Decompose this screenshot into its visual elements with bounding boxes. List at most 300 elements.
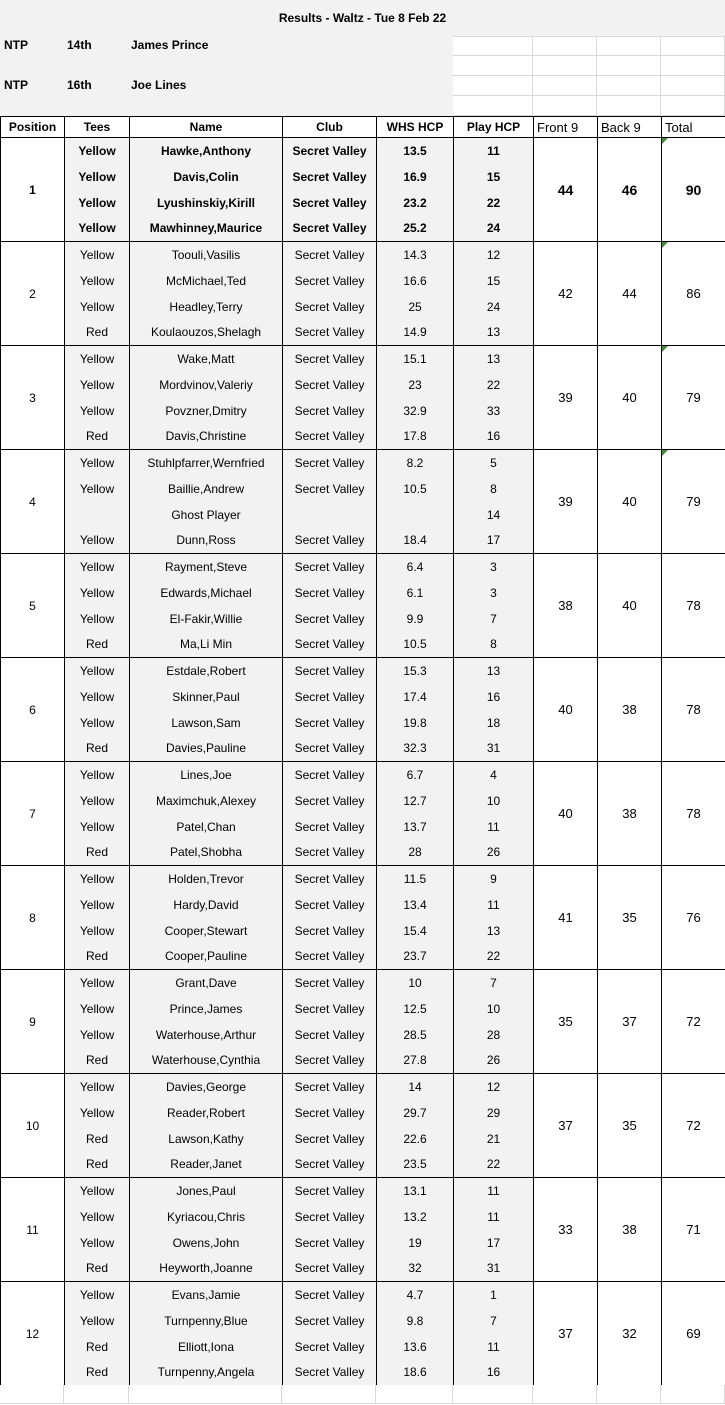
position-cell[interactable]: 10 bbox=[1, 1074, 65, 1178]
play-hcp-cell[interactable]: 14 bbox=[454, 502, 534, 528]
name-cell[interactable]: Skinner,Paul bbox=[130, 684, 283, 710]
name-cell[interactable]: Prince,James bbox=[130, 996, 283, 1022]
club-cell[interactable]: Secret Valley bbox=[283, 814, 377, 840]
club-cell[interactable]: Secret Valley bbox=[283, 736, 377, 762]
play-hcp-cell[interactable]: 18 bbox=[454, 710, 534, 736]
club-cell[interactable]: Secret Valley bbox=[283, 1256, 377, 1282]
whs-hcp-cell[interactable]: 23.5 bbox=[377, 1152, 454, 1178]
play-hcp-cell[interactable]: 28 bbox=[454, 1022, 534, 1048]
empty-cell[interactable] bbox=[533, 56, 597, 76]
empty-cell[interactable] bbox=[661, 36, 725, 56]
club-cell[interactable]: Secret Valley bbox=[283, 840, 377, 866]
header-position[interactable]: Position bbox=[1, 117, 65, 138]
club-cell[interactable]: Secret Valley bbox=[283, 268, 377, 294]
tees-cell[interactable] bbox=[65, 502, 130, 528]
tees-cell[interactable]: Yellow bbox=[65, 476, 130, 502]
empty-cell[interactable] bbox=[533, 96, 597, 116]
tees-cell[interactable]: Yellow bbox=[65, 372, 130, 398]
club-cell[interactable]: Secret Valley bbox=[283, 918, 377, 944]
whs-hcp-cell[interactable]: 18.4 bbox=[377, 528, 454, 554]
club-cell[interactable]: Secret Valley bbox=[283, 1308, 377, 1334]
whs-hcp-cell[interactable]: 10.5 bbox=[377, 632, 454, 658]
ntp-player[interactable]: Joe Lines bbox=[131, 78, 187, 92]
tees-cell[interactable]: Yellow bbox=[65, 450, 130, 476]
tees-cell[interactable]: Red bbox=[65, 840, 130, 866]
play-hcp-cell[interactable]: 1 bbox=[454, 1282, 534, 1308]
header-play-hcp[interactable]: Play HCP bbox=[454, 117, 534, 138]
name-cell[interactable]: Lawson,Kathy bbox=[130, 1126, 283, 1152]
empty-cell[interactable] bbox=[533, 1385, 597, 1404]
whs-hcp-cell[interactable]: 11.5 bbox=[377, 866, 454, 892]
play-hcp-cell[interactable]: 10 bbox=[454, 788, 534, 814]
name-cell[interactable]: Maximchuk,Alexey bbox=[130, 788, 283, 814]
total-cell[interactable] bbox=[662, 138, 725, 242]
play-hcp-cell[interactable]: 31 bbox=[454, 1256, 534, 1282]
club-cell[interactable]: Secret Valley bbox=[283, 1282, 377, 1308]
whs-hcp-cell[interactable]: 13.7 bbox=[377, 814, 454, 840]
play-hcp-cell[interactable]: 29 bbox=[454, 1100, 534, 1126]
whs-hcp-cell[interactable]: 23.7 bbox=[377, 944, 454, 970]
header-tees[interactable]: Tees bbox=[65, 117, 130, 138]
name-cell[interactable]: El-Fakir,Willie bbox=[130, 606, 283, 632]
name-cell[interactable]: Lawson,Sam bbox=[130, 710, 283, 736]
front-9-cell[interactable]: 38 bbox=[534, 554, 598, 658]
club-cell[interactable]: Secret Valley bbox=[283, 606, 377, 632]
whs-hcp-cell[interactable]: 13.1 bbox=[377, 1178, 454, 1204]
back-9-cell[interactable]: 32 bbox=[598, 1282, 662, 1386]
whs-hcp-cell[interactable]: 32.9 bbox=[377, 398, 454, 424]
tees-cell[interactable]: Red bbox=[65, 944, 130, 970]
tees-cell[interactable]: Red bbox=[65, 1048, 130, 1074]
tees-cell[interactable]: Yellow bbox=[65, 892, 130, 918]
name-cell[interactable]: Kyriacou,Chris bbox=[130, 1204, 283, 1230]
club-cell[interactable]: Secret Valley bbox=[283, 320, 377, 346]
position-cell[interactable]: 5 bbox=[1, 554, 65, 658]
whs-hcp-cell[interactable]: 14.3 bbox=[377, 242, 454, 268]
tees-cell[interactable]: Yellow bbox=[65, 190, 130, 216]
tees-cell[interactable]: Yellow bbox=[65, 554, 130, 580]
name-cell[interactable]: Cooper,Stewart bbox=[130, 918, 283, 944]
whs-hcp-cell[interactable]: 25.2 bbox=[377, 216, 454, 242]
front-9-cell[interactable]: 41 bbox=[534, 866, 598, 970]
club-cell[interactable]: Secret Valley bbox=[283, 476, 377, 502]
total-cell[interactable] bbox=[662, 1074, 725, 1178]
whs-hcp-cell[interactable]: 32.3 bbox=[377, 736, 454, 762]
name-cell[interactable]: Koulaouzos,Shelagh bbox=[130, 320, 283, 346]
position-cell[interactable]: 4 bbox=[1, 450, 65, 554]
club-cell[interactable]: Secret Valley bbox=[283, 1048, 377, 1074]
comment-marker-icon[interactable] bbox=[662, 242, 668, 248]
club-cell[interactable]: Secret Valley bbox=[283, 164, 377, 190]
whs-hcp-cell[interactable]: 15.1 bbox=[377, 346, 454, 372]
club-cell[interactable]: Secret Valley bbox=[283, 970, 377, 996]
total-cell[interactable] bbox=[662, 242, 725, 346]
whs-hcp-cell[interactable]: 9.8 bbox=[377, 1308, 454, 1334]
play-hcp-cell[interactable]: 22 bbox=[454, 944, 534, 970]
tees-cell[interactable]: Red bbox=[65, 1126, 130, 1152]
club-cell[interactable]: Secret Valley bbox=[283, 346, 377, 372]
ntp-hole[interactable]: 14th bbox=[67, 38, 92, 52]
empty-cell[interactable] bbox=[597, 56, 661, 76]
play-hcp-cell[interactable]: 11 bbox=[454, 1334, 534, 1360]
play-hcp-cell[interactable]: 7 bbox=[454, 970, 534, 996]
tees-cell[interactable]: Yellow bbox=[65, 658, 130, 684]
club-cell[interactable]: Secret Valley bbox=[283, 996, 377, 1022]
empty-cell[interactable] bbox=[597, 96, 661, 116]
empty-cell[interactable] bbox=[376, 1385, 453, 1404]
whs-hcp-cell[interactable]: 28.5 bbox=[377, 1022, 454, 1048]
name-cell[interactable]: Wake,Matt bbox=[130, 346, 283, 372]
header-name[interactable]: Name bbox=[130, 117, 283, 138]
play-hcp-cell[interactable]: 15 bbox=[454, 268, 534, 294]
front-9-cell[interactable]: 42 bbox=[534, 242, 598, 346]
ntp-label[interactable]: NTP bbox=[4, 78, 28, 92]
back-9-cell[interactable]: 38 bbox=[598, 762, 662, 866]
empty-cell[interactable] bbox=[661, 1385, 725, 1404]
whs-hcp-cell[interactable]: 15.3 bbox=[377, 658, 454, 684]
club-cell[interactable]: Secret Valley bbox=[283, 762, 377, 788]
club-cell[interactable]: Secret Valley bbox=[283, 1022, 377, 1048]
tees-cell[interactable]: Red bbox=[65, 736, 130, 762]
tees-cell[interactable]: Yellow bbox=[65, 970, 130, 996]
name-cell[interactable]: Grant,Dave bbox=[130, 970, 283, 996]
play-hcp-cell[interactable]: 13 bbox=[454, 346, 534, 372]
tees-cell[interactable]: Yellow bbox=[65, 606, 130, 632]
name-cell[interactable]: Cooper,Pauline bbox=[130, 944, 283, 970]
tees-cell[interactable]: Yellow bbox=[65, 710, 130, 736]
header-club[interactable]: Club bbox=[283, 117, 377, 138]
play-hcp-cell[interactable]: 11 bbox=[454, 1178, 534, 1204]
front-9-cell[interactable]: 37 bbox=[534, 1282, 598, 1386]
play-hcp-cell[interactable]: 26 bbox=[454, 1048, 534, 1074]
whs-hcp-cell[interactable]: 27.8 bbox=[377, 1048, 454, 1074]
play-hcp-cell[interactable]: 16 bbox=[454, 1360, 534, 1386]
whs-hcp-cell[interactable]: 13.4 bbox=[377, 892, 454, 918]
name-cell[interactable]: Toouli,Vasilis bbox=[130, 242, 283, 268]
name-cell[interactable]: Jones,Paul bbox=[130, 1178, 283, 1204]
tees-cell[interactable]: Yellow bbox=[65, 294, 130, 320]
play-hcp-cell[interactable]: 22 bbox=[454, 372, 534, 398]
name-cell[interactable]: Ma,Li Min bbox=[130, 632, 283, 658]
whs-hcp-cell[interactable]: 19 bbox=[377, 1230, 454, 1256]
comment-marker-icon[interactable] bbox=[662, 138, 668, 144]
club-cell[interactable]: Secret Valley bbox=[283, 710, 377, 736]
play-hcp-cell[interactable]: 24 bbox=[454, 216, 534, 242]
name-cell[interactable]: Headley,Terry bbox=[130, 294, 283, 320]
position-cell[interactable]: 12 bbox=[1, 1282, 65, 1386]
play-hcp-cell[interactable]: 21 bbox=[454, 1126, 534, 1152]
play-hcp-cell[interactable]: 16 bbox=[454, 684, 534, 710]
whs-hcp-cell[interactable]: 14 bbox=[377, 1074, 454, 1100]
empty-cell[interactable] bbox=[64, 1385, 129, 1404]
empty-cell[interactable] bbox=[453, 56, 533, 76]
total-cell[interactable] bbox=[662, 762, 725, 866]
play-hcp-cell[interactable]: 8 bbox=[454, 632, 534, 658]
total-cell[interactable] bbox=[662, 658, 725, 762]
play-hcp-cell[interactable]: 10 bbox=[454, 996, 534, 1022]
club-cell[interactable]: Secret Valley bbox=[283, 294, 377, 320]
back-9-cell[interactable]: 38 bbox=[598, 658, 662, 762]
total-cell[interactable] bbox=[662, 866, 725, 970]
name-cell[interactable]: Hawke,Anthony bbox=[130, 138, 283, 164]
back-9-cell[interactable]: 38 bbox=[598, 1178, 662, 1282]
total-cell[interactable] bbox=[662, 554, 725, 658]
play-hcp-cell[interactable]: 11 bbox=[454, 892, 534, 918]
name-cell[interactable]: Edwards,Michael bbox=[130, 580, 283, 606]
position-cell[interactable]: 9 bbox=[1, 970, 65, 1074]
whs-hcp-cell[interactable] bbox=[377, 502, 454, 528]
front-9-cell[interactable]: 39 bbox=[534, 346, 598, 450]
tees-cell[interactable]: Yellow bbox=[65, 1100, 130, 1126]
whs-hcp-cell[interactable]: 10 bbox=[377, 970, 454, 996]
tees-cell[interactable]: Yellow bbox=[65, 138, 130, 164]
tees-cell[interactable]: Red bbox=[65, 320, 130, 346]
club-cell[interactable]: Secret Valley bbox=[283, 684, 377, 710]
whs-hcp-cell[interactable]: 9.9 bbox=[377, 606, 454, 632]
club-cell[interactable]: Secret Valley bbox=[283, 242, 377, 268]
tees-cell[interactable]: Yellow bbox=[65, 1282, 130, 1308]
tees-cell[interactable]: Yellow bbox=[65, 580, 130, 606]
tees-cell[interactable]: Yellow bbox=[65, 268, 130, 294]
tees-cell[interactable]: Yellow bbox=[65, 762, 130, 788]
front-9-cell[interactable]: 39 bbox=[534, 450, 598, 554]
total-cell[interactable] bbox=[662, 346, 725, 450]
tees-cell[interactable]: Yellow bbox=[65, 242, 130, 268]
play-hcp-cell[interactable]: 17 bbox=[454, 1230, 534, 1256]
ntp-label[interactable]: NTP bbox=[4, 38, 28, 52]
tees-cell[interactable]: Red bbox=[65, 424, 130, 450]
back-9-cell[interactable]: 35 bbox=[598, 1074, 662, 1178]
name-cell[interactable]: Turnpenny,Blue bbox=[130, 1308, 283, 1334]
ntp-player[interactable]: James Prince bbox=[131, 38, 209, 52]
back-9-cell[interactable]: 40 bbox=[598, 554, 662, 658]
position-cell[interactable]: 6 bbox=[1, 658, 65, 762]
tees-cell[interactable]: Yellow bbox=[65, 996, 130, 1022]
club-cell[interactable]: Secret Valley bbox=[283, 1178, 377, 1204]
front-9-cell[interactable]: 40 bbox=[534, 762, 598, 866]
tees-cell[interactable]: Yellow bbox=[65, 528, 130, 554]
whs-hcp-cell[interactable]: 12.5 bbox=[377, 996, 454, 1022]
club-cell[interactable]: Secret Valley bbox=[283, 216, 377, 242]
club-cell[interactable]: Secret Valley bbox=[283, 1126, 377, 1152]
play-hcp-cell[interactable]: 11 bbox=[454, 814, 534, 840]
header-whs-hcp[interactable]: WHS HCP bbox=[377, 117, 454, 138]
play-hcp-cell[interactable]: 4 bbox=[454, 762, 534, 788]
name-cell[interactable]: Patel,Chan bbox=[130, 814, 283, 840]
empty-cell[interactable] bbox=[453, 1385, 533, 1404]
tees-cell[interactable]: Yellow bbox=[65, 1074, 130, 1100]
name-cell[interactable]: Reader,Robert bbox=[130, 1100, 283, 1126]
club-cell[interactable]: Secret Valley bbox=[283, 554, 377, 580]
whs-hcp-cell[interactable]: 29.7 bbox=[377, 1100, 454, 1126]
tees-cell[interactable]: Red bbox=[65, 1360, 130, 1386]
empty-cell[interactable] bbox=[661, 96, 725, 116]
club-cell[interactable]: Secret Valley bbox=[283, 450, 377, 476]
tees-cell[interactable]: Yellow bbox=[65, 684, 130, 710]
name-cell[interactable]: Davies,George bbox=[130, 1074, 283, 1100]
tees-cell[interactable]: Yellow bbox=[65, 814, 130, 840]
whs-hcp-cell[interactable]: 12.7 bbox=[377, 788, 454, 814]
total-cell[interactable] bbox=[662, 1178, 725, 1282]
name-cell[interactable]: Reader,Janet bbox=[130, 1152, 283, 1178]
tees-cell[interactable]: Yellow bbox=[65, 398, 130, 424]
name-cell[interactable]: Patel,Shobha bbox=[130, 840, 283, 866]
name-cell[interactable]: Waterhouse,Cynthia bbox=[130, 1048, 283, 1074]
whs-hcp-cell[interactable]: 16.6 bbox=[377, 268, 454, 294]
play-hcp-cell[interactable]: 26 bbox=[454, 840, 534, 866]
position-cell[interactable]: 2 bbox=[1, 242, 65, 346]
whs-hcp-cell[interactable]: 6.7 bbox=[377, 762, 454, 788]
whs-hcp-cell[interactable]: 13.6 bbox=[377, 1334, 454, 1360]
name-cell[interactable]: Elliott,Iona bbox=[130, 1334, 283, 1360]
club-cell[interactable]: Secret Valley bbox=[283, 138, 377, 164]
empty-cell[interactable] bbox=[597, 76, 661, 96]
play-hcp-cell[interactable]: 12 bbox=[454, 242, 534, 268]
whs-hcp-cell[interactable]: 32 bbox=[377, 1256, 454, 1282]
back-9-cell[interactable]: 46 bbox=[598, 138, 662, 242]
whs-hcp-cell[interactable]: 16.9 bbox=[377, 164, 454, 190]
name-cell[interactable]: Holden,Trevor bbox=[130, 866, 283, 892]
tees-cell[interactable]: Yellow bbox=[65, 918, 130, 944]
play-hcp-cell[interactable]: 22 bbox=[454, 190, 534, 216]
club-cell[interactable]: Secret Valley bbox=[283, 892, 377, 918]
play-hcp-cell[interactable]: 31 bbox=[454, 736, 534, 762]
whs-hcp-cell[interactable]: 23 bbox=[377, 372, 454, 398]
name-cell[interactable]: Baillie,Andrew bbox=[130, 476, 283, 502]
empty-cell[interactable] bbox=[129, 1385, 282, 1404]
empty-cell[interactable] bbox=[453, 96, 533, 116]
name-cell[interactable]: Lyushinskiy,Kirill bbox=[130, 190, 283, 216]
name-cell[interactable]: McMichael,Ted bbox=[130, 268, 283, 294]
tees-cell[interactable]: Yellow bbox=[65, 1022, 130, 1048]
front-9-cell[interactable]: 37 bbox=[534, 1074, 598, 1178]
whs-hcp-cell[interactable]: 8.2 bbox=[377, 450, 454, 476]
front-9-cell[interactable]: 35 bbox=[534, 970, 598, 1074]
play-hcp-cell[interactable]: 12 bbox=[454, 1074, 534, 1100]
front-9-cell[interactable]: 40 bbox=[534, 658, 598, 762]
position-cell[interactable]: 7 bbox=[1, 762, 65, 866]
club-cell[interactable]: Secret Valley bbox=[283, 632, 377, 658]
whs-hcp-cell[interactable]: 22.6 bbox=[377, 1126, 454, 1152]
club-cell[interactable]: Secret Valley bbox=[283, 658, 377, 684]
tees-cell[interactable]: Yellow bbox=[65, 1178, 130, 1204]
whs-hcp-cell[interactable]: 25 bbox=[377, 294, 454, 320]
name-cell[interactable]: Waterhouse,Arthur bbox=[130, 1022, 283, 1048]
front-9-cell[interactable]: 33 bbox=[534, 1178, 598, 1282]
tees-cell[interactable]: Yellow bbox=[65, 164, 130, 190]
position-cell[interactable]: 3 bbox=[1, 346, 65, 450]
back-9-cell[interactable]: 44 bbox=[598, 242, 662, 346]
club-cell[interactable] bbox=[283, 502, 377, 528]
play-hcp-cell[interactable]: 5 bbox=[454, 450, 534, 476]
tees-cell[interactable]: Yellow bbox=[65, 866, 130, 892]
play-hcp-cell[interactable]: 8 bbox=[454, 476, 534, 502]
whs-hcp-cell[interactable]: 19.8 bbox=[377, 710, 454, 736]
comment-marker-icon[interactable] bbox=[662, 346, 668, 352]
club-cell[interactable]: Secret Valley bbox=[283, 866, 377, 892]
play-hcp-cell[interactable]: 3 bbox=[454, 554, 534, 580]
club-cell[interactable]: Secret Valley bbox=[283, 1074, 377, 1100]
whs-hcp-cell[interactable]: 18.6 bbox=[377, 1360, 454, 1386]
name-cell[interactable]: Heyworth,Joanne bbox=[130, 1256, 283, 1282]
empty-cell[interactable] bbox=[533, 76, 597, 96]
tees-cell[interactable]: Red bbox=[65, 1152, 130, 1178]
club-cell[interactable]: Secret Valley bbox=[283, 1230, 377, 1256]
name-cell[interactable]: Davis,Christine bbox=[130, 424, 283, 450]
play-hcp-cell[interactable]: 24 bbox=[454, 294, 534, 320]
name-cell[interactable]: Povzner,Dmitry bbox=[130, 398, 283, 424]
back-9-cell[interactable]: 35 bbox=[598, 866, 662, 970]
position-cell[interactable]: 11 bbox=[1, 1178, 65, 1282]
club-cell[interactable]: Secret Valley bbox=[283, 944, 377, 970]
play-hcp-cell[interactable]: 22 bbox=[454, 1152, 534, 1178]
empty-cell[interactable] bbox=[597, 1385, 661, 1404]
whs-hcp-cell[interactable]: 4.7 bbox=[377, 1282, 454, 1308]
empty-cell[interactable] bbox=[533, 36, 597, 56]
name-cell[interactable]: Stuhlpfarrer,Wernfried bbox=[130, 450, 283, 476]
club-cell[interactable]: Secret Valley bbox=[283, 372, 377, 398]
club-cell[interactable]: Secret Valley bbox=[283, 424, 377, 450]
club-cell[interactable]: Secret Valley bbox=[283, 1360, 377, 1386]
club-cell[interactable]: Secret Valley bbox=[283, 528, 377, 554]
name-cell[interactable]: Dunn,Ross bbox=[130, 528, 283, 554]
play-hcp-cell[interactable]: 9 bbox=[454, 866, 534, 892]
tees-cell[interactable]: Yellow bbox=[65, 346, 130, 372]
club-cell[interactable]: Secret Valley bbox=[283, 190, 377, 216]
whs-hcp-cell[interactable]: 28 bbox=[377, 840, 454, 866]
front-9-cell[interactable]: 44 bbox=[534, 138, 598, 242]
play-hcp-cell[interactable]: 11 bbox=[454, 138, 534, 164]
empty-cell[interactable] bbox=[453, 76, 533, 96]
play-hcp-cell[interactable]: 7 bbox=[454, 1308, 534, 1334]
name-cell[interactable]: Mordvinov,Valeriy bbox=[130, 372, 283, 398]
header-total[interactable]: Total bbox=[662, 117, 725, 138]
name-cell[interactable]: Ghost Player bbox=[130, 502, 283, 528]
name-cell[interactable]: Davies,Pauline bbox=[130, 736, 283, 762]
empty-cell[interactable] bbox=[597, 36, 661, 56]
name-cell[interactable]: Lines,Joe bbox=[130, 762, 283, 788]
empty-cell[interactable] bbox=[282, 1385, 376, 1404]
whs-hcp-cell[interactable]: 6.4 bbox=[377, 554, 454, 580]
whs-hcp-cell[interactable]: 23.2 bbox=[377, 190, 454, 216]
club-cell[interactable]: Secret Valley bbox=[283, 398, 377, 424]
whs-hcp-cell[interactable]: 6.1 bbox=[377, 580, 454, 606]
play-hcp-cell[interactable]: 17 bbox=[454, 528, 534, 554]
position-cell[interactable]: 1 bbox=[1, 138, 65, 242]
whs-hcp-cell[interactable]: 10.5 bbox=[377, 476, 454, 502]
empty-cell[interactable] bbox=[661, 76, 725, 96]
name-cell[interactable]: Estdale,Robert bbox=[130, 658, 283, 684]
comment-marker-icon[interactable] bbox=[662, 450, 668, 456]
total-cell[interactable] bbox=[662, 970, 725, 1074]
play-hcp-cell[interactable]: 13 bbox=[454, 320, 534, 346]
empty-cell[interactable] bbox=[661, 56, 725, 76]
name-cell[interactable]: Turnpenny,Angela bbox=[130, 1360, 283, 1386]
club-cell[interactable]: Secret Valley bbox=[283, 788, 377, 814]
tees-cell[interactable]: Yellow bbox=[65, 788, 130, 814]
empty-cell[interactable] bbox=[0, 1385, 64, 1404]
back-9-cell[interactable]: 40 bbox=[598, 346, 662, 450]
whs-hcp-cell[interactable]: 13.5 bbox=[377, 138, 454, 164]
back-9-cell[interactable]: 37 bbox=[598, 970, 662, 1074]
ntp-hole[interactable]: 16th bbox=[67, 78, 92, 92]
whs-hcp-cell[interactable]: 13.2 bbox=[377, 1204, 454, 1230]
name-cell[interactable]: Rayment,Steve bbox=[130, 554, 283, 580]
tees-cell[interactable]: Yellow bbox=[65, 1204, 130, 1230]
name-cell[interactable]: Evans,Jamie bbox=[130, 1282, 283, 1308]
whs-hcp-cell[interactable]: 17.4 bbox=[377, 684, 454, 710]
whs-hcp-cell[interactable]: 17.8 bbox=[377, 424, 454, 450]
